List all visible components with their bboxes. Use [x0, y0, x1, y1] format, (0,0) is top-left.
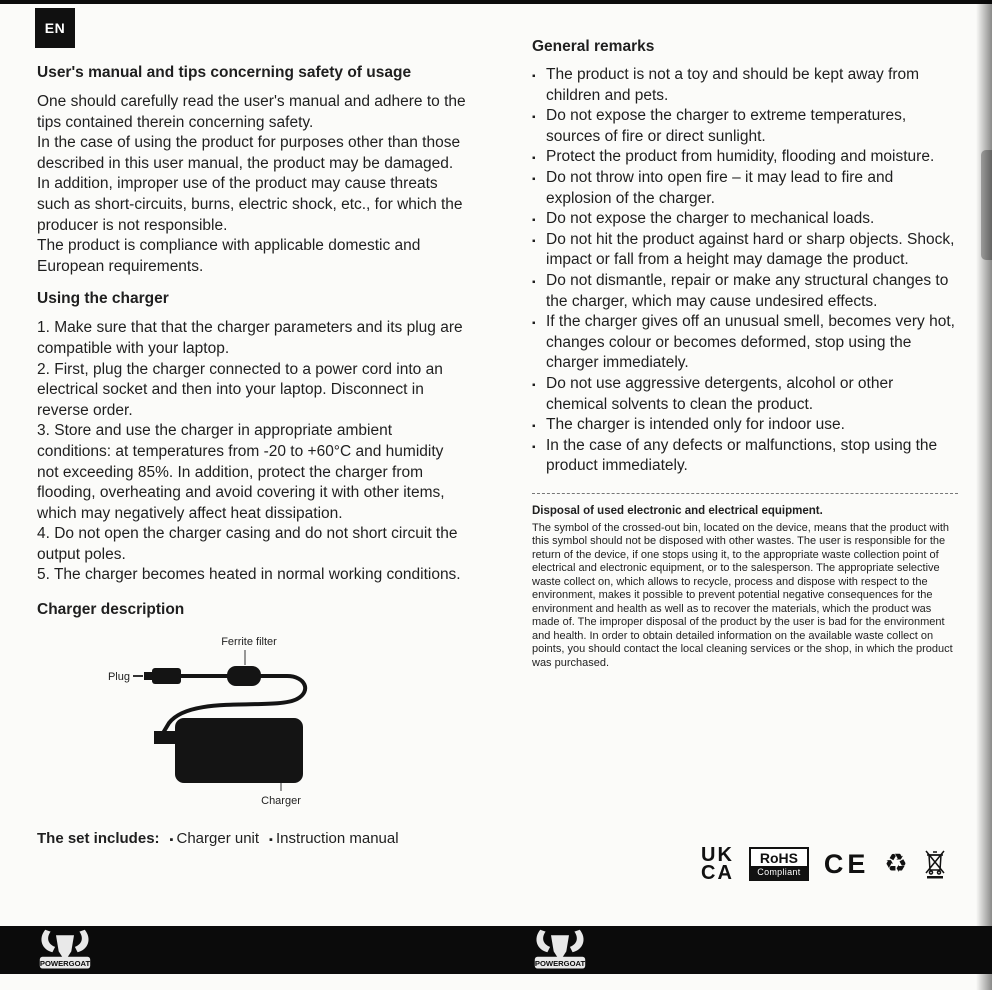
remark-item: ▪ If the charger gives off an unusual smell, becomes very hot, changes colour or becomes deformed, stop using the charger immediately.	[532, 312, 958, 374]
goat-horn-left	[536, 930, 550, 953]
scan-top-edge	[0, 0, 992, 4]
intro-paragraph: One should carefully read the user's manual and adhere to the tips contained therein concerning safety.	[37, 93, 466, 131]
remark-item: ▪ Do not throw into open fire – it may lead to fire and explosion of the charger.	[532, 168, 958, 209]
remark-item: ▪ The product is not a toy and should be kept away from children and pets.	[532, 65, 958, 106]
intro-paragraph: The product is compliance with applicable domestic and European requirements.	[37, 237, 421, 275]
rohs-label: RoHS	[759, 850, 798, 866]
remark-item: ▪ Do not use aggressive detergents, alcohol or other chemical solvents to clean the product.	[532, 374, 958, 415]
powergoat-logo	[36, 928, 94, 978]
charger-diagram	[99, 631, 469, 814]
compliance-marks	[701, 846, 947, 882]
scan-right-shadow	[976, 0, 992, 990]
set-includes	[37, 830, 469, 847]
remark-item: ▪ Protect the product from humidity, flooding and moisture.	[532, 147, 958, 168]
set-includes-label: The set includes:	[37, 830, 160, 848]
plug-label: Plug	[107, 671, 130, 684]
using-charger-heading: Using the charger	[37, 290, 169, 308]
disposal-text: The symbol of the crossed-out bin, located on the device, means that the product with this symbol should not be disposed with other wastes. The user is responsible for the return of the device, if one stops using it, to the appropriate waste collection point of electrical and electronic equipment, or to the salesperson. The appropriate selective waste collect on, which allows to recycle, process and dispose with respect to the environment, makes it possible to prevent potential negative consequences for the environment and health as well as to recover the materials, which the product was made of. The improper disposal of the product by the user is bad for the environment and health. In order to obtain detailed information on the available waste collect on points, you should contact the local cleaning services or the shop, in which the product was purchased.	[532, 521, 953, 669]
rohs-mark	[749, 847, 809, 881]
goat-horn-right	[570, 930, 584, 953]
remark-item: ▪ The charger is intended only for indoor use.	[532, 415, 958, 436]
brand-banner-text: POWERGOAT	[534, 958, 586, 968]
footer-bar	[0, 926, 992, 974]
charger-body	[175, 718, 303, 783]
ce-mark: CE	[823, 848, 870, 879]
general-remarks-heading: General remarks	[532, 38, 655, 55]
charger-step: 5. The charger becomes heated in normal working conditions.	[37, 566, 461, 584]
charger-step: 1. Make sure that that the charger parameters and its plug are compatible with your laptop.	[37, 319, 463, 357]
language-badge: EN	[35, 8, 75, 48]
right-column	[532, 38, 958, 670]
set-item: ▪ Instruction manual	[269, 830, 399, 847]
charger-steps	[37, 318, 469, 586]
remark-item: ▪ In the case of any defects or malfunctions, stop using the product immediately.	[532, 436, 958, 477]
charger-step: 2. First, plug the charger connected to a power cord into an electrical socket and then into your laptop. Disconnect in reverse order.	[37, 360, 443, 419]
ukca-line: UK	[701, 844, 734, 866]
goat-horn-right	[75, 930, 89, 953]
remark-item: ▪ Do not dismantle, repair or make any structural changes to the charger, which may cause undesired effects.	[532, 271, 958, 312]
general-remarks-list	[532, 65, 958, 477]
ferrite-filter-bead	[227, 666, 261, 686]
charger-diagram-svg	[99, 631, 339, 809]
goat-horn-left	[41, 930, 55, 953]
manual-title: User's manual and tips concerning safety of usage	[37, 64, 412, 81]
remark-item: ▪ Do not expose the charger to extreme temperatures, sources of fire or direct sunlight.	[532, 106, 958, 147]
brand-banner-text: POWERGOAT	[39, 958, 91, 968]
remark-item: ▪ Do not hit the product against hard or sharp objects. Shock, impact or fall from a height may damage the product.	[532, 230, 958, 271]
charger-description-heading: Charger description	[37, 601, 185, 619]
left-column	[37, 64, 469, 847]
intro-block	[37, 92, 469, 277]
charger-label: Charger	[261, 795, 301, 808]
charger-step: 4. Do not open the charger casing and do not short circuit the output poles.	[37, 525, 458, 563]
powergoat-logo	[531, 928, 589, 978]
rohs-compliant-label: Compliant	[751, 866, 807, 879]
disposal-heading: Disposal of used electronic and electrical equipment.	[532, 504, 823, 517]
ferrite-filter-label: Ferrite filter	[221, 636, 277, 649]
section-divider	[532, 493, 958, 494]
ukca-mark	[701, 846, 734, 882]
remark-item: ▪ Do not expose the charger to mechanical loads.	[532, 209, 958, 230]
plug-connector	[144, 672, 153, 680]
charger-step: 3. Store and use the charger in appropriate ambient conditions: at temperatures from -20 to +60°C and humidity not exceeding 85%. In addition, protect the charger from flooding, overheating and avoid covering it with other items, which may negatively affect heat dissipation.	[37, 422, 445, 522]
recycle-icon: ♻	[884, 849, 908, 879]
ukca-line: CA	[701, 862, 734, 884]
scan-edge-smudge	[981, 150, 992, 260]
set-item: ▪ Charger unit	[170, 830, 260, 847]
intro-paragraph: In the case of using the product for purposes other than those described in this user manual, the product may be damaged. In addition, improper use of the product may cause threats such as short-circuits, burns, electric shock, etc., for which the producer is not responsible.	[37, 134, 463, 234]
weee-bin-icon	[923, 848, 947, 880]
